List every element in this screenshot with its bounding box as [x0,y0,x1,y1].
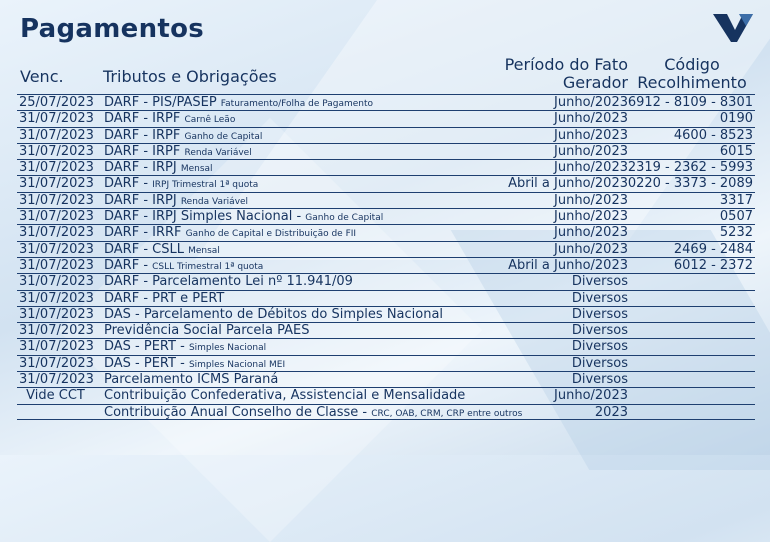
due-date: 31/07/2023 [19,209,94,225]
table-row [17,224,755,240]
period: Abril a Junho/2023 [508,257,628,273]
table-row [17,404,755,420]
table-row [17,94,755,110]
tax-detail: IRPJ Trimestral 1ª quota [152,180,259,191]
table-row [17,322,755,338]
due-date: 31/07/2023 [19,306,94,322]
tax-main: DARF - IRPJ [104,160,177,176]
table-row [17,208,755,224]
table-row [17,143,755,159]
header-periodo [478,56,628,92]
payment-code: 6012 - 2372 [673,257,753,273]
payment-code: 4600 - 8523 [673,127,753,143]
tax-main: DARF - CSLL [104,241,184,257]
tax-main: Previdência Social Parcela PAES [104,323,310,339]
table-row [17,371,755,387]
tax-main: DAS - PERT - [104,355,185,371]
due-date: 31/07/2023 [19,355,94,371]
tax-detail: Ganho de Capital [184,131,263,142]
header-periodo-line2: Gerador [562,73,628,92]
table-row [17,110,755,126]
period: Diversos [571,274,628,290]
period: Diversos [571,306,628,322]
table-row [17,159,755,175]
tax-name [104,405,522,422]
header-venc: Venc. [20,67,64,86]
due-date: 31/07/2023 [19,257,94,273]
due-date: 31/07/2023 [19,143,94,159]
table-row [17,355,755,371]
table-row [17,175,755,191]
period: Junho/2023 [554,388,628,404]
tax-detail: Renda Variável [180,196,249,207]
table-row [17,192,755,208]
period: Junho/2023 [554,111,628,127]
tax-detail: Simples Nacional MEI [188,359,286,370]
tax-main: DARF - IRPJ Simples Nacional - [104,209,302,225]
payment-code: 0220 - 3373 - 2089 [627,176,753,192]
tax-detail: CSLL Trimestral 1ª quota [152,261,264,272]
payment-code: 6912 - 8109 - 8301 [627,95,753,110]
tax-detail: Simples Nacional [188,343,267,354]
period: Diversos [571,290,628,306]
payment-code: 3317 [719,192,753,208]
table-row [17,387,755,403]
due-date: Vide CCT [26,388,85,404]
tax-main: DARF - PRT e PERT [104,290,225,306]
tax-main: DARF - IRPJ [104,192,177,208]
tax-main: DARF - IRPF [104,127,181,143]
page-title: Pagamentos [20,14,205,44]
period: Diversos [571,355,628,371]
due-date: 25/07/2023 [19,95,94,110]
tax-main: DARF - PIS/PASEP [104,95,217,110]
header-periodo-line1: Período do Fato [504,55,628,74]
due-date: 31/07/2023 [19,225,94,241]
due-date: 31/07/2023 [19,111,94,127]
period: Junho/2023 [554,241,628,257]
tax-main: DARF - IRPF [104,111,181,127]
payment-code: 2319 - 2362 - 5993 [627,160,753,176]
due-date: 31/07/2023 [19,127,94,143]
period: Diversos [571,372,628,388]
payments-table [17,94,755,420]
table-row [17,241,755,257]
period: 2023 [594,404,628,420]
header-codigo-line2: Recolhimento [637,73,747,92]
tax-main: DAS - PERT - [104,339,185,355]
tax-detail: Renda Variável [184,147,252,158]
tax-main: DARF - IRRF [104,225,182,241]
header-codigo [630,56,754,92]
due-date: 31/07/2023 [19,274,94,290]
period: Junho/2023 [554,95,628,110]
payment-code: 0190 [719,111,753,127]
tax-main: Contribuição Confederativa, Assistencial e Mensalidade [104,388,466,404]
tax-detail: Carnê Leão [184,115,236,126]
period: Junho/2023 [554,160,628,176]
payment-code: 0507 [719,209,753,225]
tax-main: DARF - [104,257,153,273]
tax-main: DAS - Parcelamento de Débitos do Simples Nacional [104,306,444,322]
table-row [17,306,755,322]
period: Junho/2023 [554,225,628,241]
due-date: 31/07/2023 [19,160,94,176]
table-row [17,290,755,306]
tax-detail: Mensal [188,245,220,256]
period: Diversos [571,323,628,339]
payment-code: 2469 - 2484 [673,241,753,257]
due-date: 31/07/2023 [19,192,94,208]
v-logo-icon [713,12,753,44]
due-date: 31/07/2023 [19,339,94,355]
period: Abril a Junho/2023 [508,176,628,192]
payment-code: 6015 [719,143,753,159]
table-row [17,338,755,354]
period: Junho/2023 [554,209,628,225]
tax-detail: CRC, OAB, CRM, CRP entre outros [371,408,523,419]
tax-detail: Mensal [180,164,213,175]
table-row [17,127,755,143]
tax-main: DARF - IRPF [104,143,181,159]
tax-detail: Ganho de Capital [305,213,384,224]
table-row [17,257,755,273]
tax-main: Contribuição Anual Conselho de Classe - [104,404,368,420]
period: Junho/2023 [554,192,628,208]
due-date: 31/07/2023 [19,176,94,192]
tax-detail: Ganho de Capital e Distribuição de FII [185,229,357,240]
tax-main: DARF - Parcelamento Lei nº 11.941/09 [104,274,353,290]
period: Junho/2023 [554,143,628,159]
tax-main: DARF - [104,176,153,192]
header-codigo-line1: Código [664,55,720,74]
due-date: 31/07/2023 [19,323,94,339]
tax-detail: Faturamento/Folha de Pagamento [220,99,374,109]
due-date: 31/07/2023 [19,241,94,257]
payment-code: 5232 [719,225,753,241]
tax-main: Parcelamento ICMS Paraná [104,372,279,388]
table-row [17,273,755,289]
period: Diversos [571,339,628,355]
period: Junho/2023 [554,127,628,143]
due-date: 31/07/2023 [19,290,94,306]
due-date: 31/07/2023 [19,372,94,388]
header-tributos: Tributos e Obrigações [103,67,277,86]
